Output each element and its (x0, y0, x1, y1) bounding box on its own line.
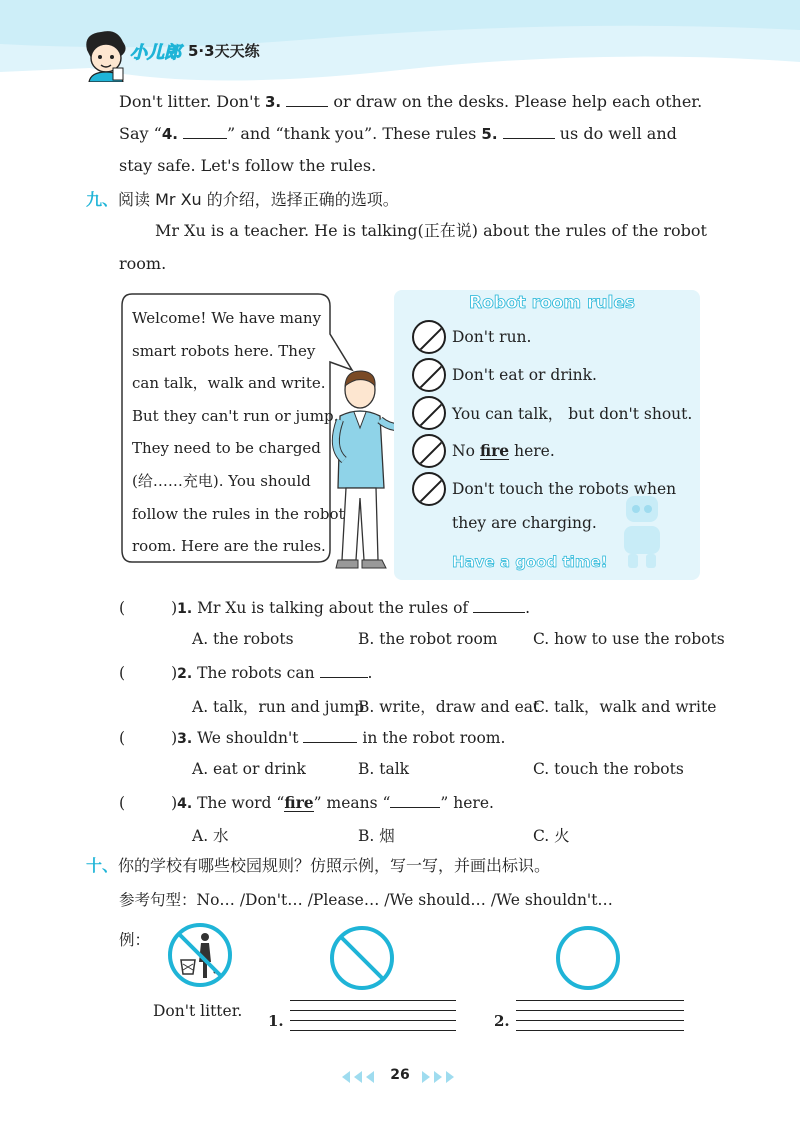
question-3: ( )3. We shouldn't in the robot room. (119, 729, 506, 747)
q4-option-a[interactable]: A. 水 (192, 827, 229, 845)
example-text: Don't litter. (153, 1002, 243, 1020)
board-footer: Have a good time! (452, 553, 608, 571)
section9-intro-1: Mr Xu is a teacher. He is talking(正在说) about the rules of the robot (155, 221, 707, 240)
answer-lines-1[interactable] (290, 1000, 456, 1040)
q3-option-a[interactable]: A. eat or drink (192, 760, 306, 778)
rule-row-2: Don't eat or drink. (412, 358, 597, 392)
q4-option-b[interactable]: B. 烟 (358, 827, 395, 845)
question-2: ( )2. The robots can . (119, 664, 373, 682)
no-food-drink-icon (412, 358, 446, 392)
section9-heading: 九、阅读 Mr Xu 的介绍，选择正确的选项。 (86, 190, 399, 209)
q4-option-c[interactable]: C. 火 (533, 827, 570, 845)
section9-intro-2: room. (119, 254, 167, 273)
rule-row-1: Don't run. (412, 320, 531, 354)
rule-row-5: Don't touch the robots when (412, 472, 676, 506)
no-fire-icon (412, 434, 446, 468)
answer-lines-2[interactable] (516, 1000, 684, 1040)
question-1: ( )1. Mr Xu is talking about the rules of . (119, 599, 531, 617)
example-label: 例： (119, 931, 151, 949)
mascot-icon (83, 28, 129, 82)
circle-sign-icon (554, 924, 622, 992)
q2-option-c[interactable]: C. talk，walk and write (533, 698, 717, 716)
board-title: Robot room rules (469, 293, 635, 313)
no-shouting-icon (412, 396, 446, 430)
passage-line-3: stay safe. Let's follow the rules. (119, 156, 377, 175)
prohibition-sign-icon (328, 924, 396, 992)
q2-option-a[interactable]: A. talk，run and jump (192, 698, 365, 716)
rule-row-5-cont: they are charging. (452, 514, 597, 532)
logo-text: 小儿郎 (130, 43, 181, 63)
rule-row-4: No fire here. (412, 434, 555, 468)
question-4: ( )4. The word “fire” means “ ” here. (119, 793, 494, 812)
sentence-patterns: 参考句型：No… /Don't… /Please… /We should… /We shouldn't… (119, 891, 613, 909)
q1-option-b[interactable]: B. the robot room (358, 630, 498, 648)
right-arrows-icon (418, 1071, 454, 1083)
item-1-number: 1. (268, 1012, 284, 1030)
q1-option-a[interactable]: A. the robots (192, 630, 294, 648)
no-littering-sign-icon (167, 922, 233, 988)
no-running-icon (412, 320, 446, 354)
page-number: 26 (390, 1067, 410, 1083)
no-touching-icon (412, 472, 446, 506)
q3-option-c[interactable]: C. touch the robots (533, 760, 684, 778)
q2-option-b[interactable]: B. write，draw and eat (358, 698, 540, 716)
passage-line-2: Say “4. ” and “thank you”. These rules 5. us do well and (119, 124, 677, 143)
series-title: 5·3天天练 (188, 42, 260, 60)
q1-option-c[interactable]: C. how to use the robots (533, 630, 725, 648)
q3-option-b[interactable]: B. talk (358, 760, 410, 778)
item-2-number: 2. (494, 1012, 510, 1030)
speech-text: Welcome! We have many smart robots here. They can talk，walk and write. But they can't run or jump. They need to be charged (给……充电). You should follow the rules in the robot room. Here are the rules. (132, 309, 345, 556)
left-arrows-icon (342, 1071, 378, 1083)
rule-row-3: You can talk， but don't shout. (412, 396, 692, 430)
passage-line-1: Don't litter. Don't 3. or draw on the desks. Please help each other. (119, 92, 703, 111)
section10-heading: 十、你的学校有哪些校园规则？仿照示例，写一写，并画出标识。 (86, 856, 551, 875)
